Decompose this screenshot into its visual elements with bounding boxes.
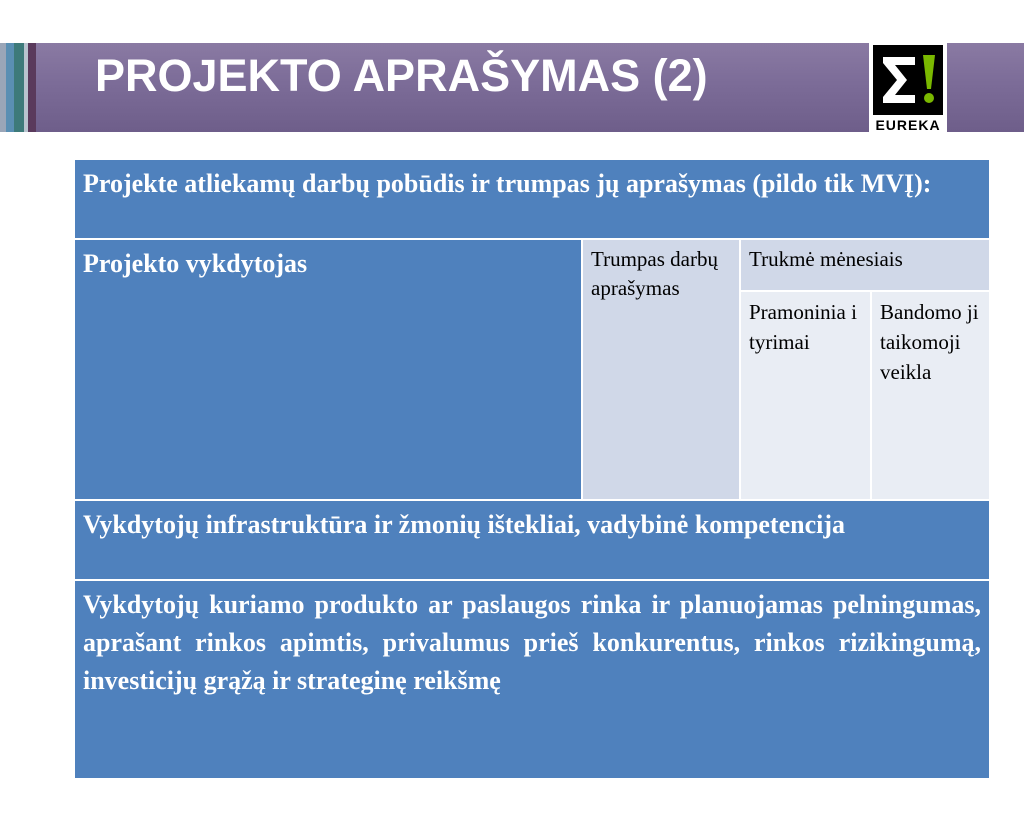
short-description-cell: Trumpas darbų aprašymas <box>582 239 740 500</box>
project-description-table <box>73 158 991 780</box>
eureka-logo-text: EUREKA <box>875 117 941 133</box>
page-title: PROJEKTO APRAŠYMAS (2) <box>95 50 708 101</box>
eureka-logo-mark <box>873 45 943 115</box>
executor-cell: Projekto vykdytojas <box>74 239 582 500</box>
decor-stripe <box>6 43 14 132</box>
decor-stripe <box>28 43 36 132</box>
market-cell: Vykdytojų kuriamo produkto ar paslaugos rinka ir planuojamas pelningumas, aprašant rinkos apimtis, privalumus prieš konkurentus, rinkos rizikingumą, investicijų grąžą ir strateginę reikšmę <box>74 580 990 779</box>
experimental-activity-cell: Bandomo ji taikomoji veikla <box>871 291 990 500</box>
infrastructure-cell: Vykdytojų infrastruktūra ir žmonių ištekliai, vadybinė kompetencija <box>74 500 990 580</box>
duration-months-cell: Trukmė mėnesiais <box>740 239 990 291</box>
eureka-logo <box>869 43 947 135</box>
industrial-research-cell: Pramoninia i tyrimai <box>740 291 871 500</box>
decor-stripe <box>14 43 24 132</box>
works-nature-cell: Projekte atliekamų darbų pobūdis ir trumpas jų aprašymas (pildo tik MVĮ): <box>74 159 990 239</box>
sigma-exclamation-icon <box>873 45 943 115</box>
